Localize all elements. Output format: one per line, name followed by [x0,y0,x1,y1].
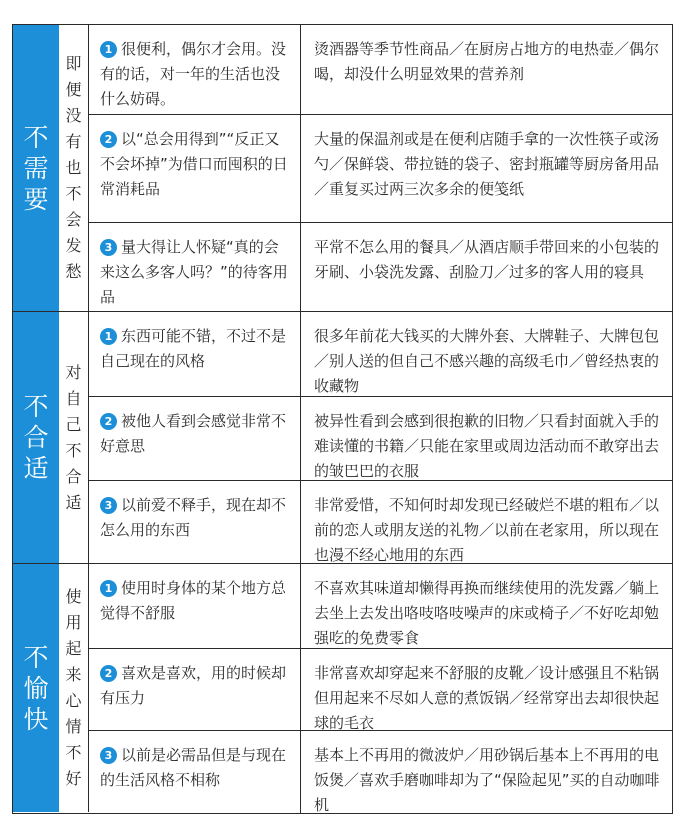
group-unneeded [13,25,672,311]
reason-cell [89,481,301,564]
table-row [89,480,672,564]
reason-text: 被他人看到会感觉非常不好意思 [100,412,287,455]
number-badge: 1 [100,328,117,345]
examples-cell: 平常不怎么用的餐具／从酒店顺手带回来的小包装的牙刷、小袋洗发露、刮脸刀／过多的客人用的寝具 [314,238,660,281]
reason-cell [89,312,301,396]
number-badge: 1 [100,580,117,597]
number-badge: 2 [100,131,117,148]
reason-text: 量大得让人怀疑“真的会来这么多客人吗？”的待客用品 [100,238,288,306]
table-row [89,730,672,813]
reason-cell [89,649,301,730]
table-row [89,114,672,222]
subcategory-cell [59,564,89,812]
table-row [89,396,672,480]
subcategory-cell [59,312,89,563]
reason-text: 以“总会用得到”“反正又不会坏掉”为借口而囤积的日常消耗品 [100,130,288,198]
reason-cell [89,115,301,222]
reason-text: 东西可能不错，不过不是自己现在的风格 [100,327,287,370]
reason-cell [89,397,301,480]
examples-cell: 非常爱惜，不知何时却发现已经破烂不堪的粗布／以前的恋人或朋友送的礼物／以前在老家用，所以现在也漫不经心地用的东西 [314,496,660,564]
table-row [89,564,672,648]
category-label: 不合适 [23,392,49,483]
subcategory-label: 对自己不合适 [65,362,82,512]
examples-cell: 基本上不再用的微波炉／用砂锅后基本上不再用的电饭煲／喜欢手磨咖啡却为了“保险起见”买的自动咖啡机 [314,746,660,814]
category-label: 不需要 [23,122,49,214]
table-row [89,222,672,311]
reason-text: 以前是必需品但是与现在的生活风格不相称 [100,746,287,789]
number-badge: 3 [100,497,117,514]
examples-cell: 非常喜欢却穿起来不舒服的皮靴／设计感强且不粘锅但用起来不尽如人意的煮饭锅／经常穿出去却很快起球的毛衣 [314,664,660,732]
examples-cell: 不喜欢其味道却懒得再换而继续使用的洗发露／躺上去坐上去发出咯吱咯吱噪声的床或椅子／不好吃却勉强吃的免费零食 [314,579,660,647]
number-badge: 2 [100,665,117,682]
group-unpleasant [13,563,672,812]
table-row [89,25,672,114]
category-cell [13,564,59,812]
table-row [89,648,672,730]
number-badge: 3 [100,747,117,764]
reason-text: 使用时身体的某个地方总觉得不舒服 [100,579,287,622]
reason-text: 喜欢是喜欢，用的时候却有压力 [100,664,287,707]
number-badge: 2 [100,413,117,430]
subcategory-label: 即便没有也不会发愁 [65,54,82,281]
examples-cell: 很多年前花大钱买的大牌外套、大牌鞋子、大牌包包／别人送的但自己不感兴趣的高级毛巾／曾经热衷的收藏物 [314,327,660,395]
reason-text: 很便利，偶尔才会用。没有的话，对一年的生活也没什么妨碍。 [100,40,287,108]
subcategory-cell [59,25,89,311]
classification-table [12,24,673,814]
reason-cell [89,223,301,311]
category-cell [13,25,59,311]
table-row [89,312,672,396]
number-badge: 3 [100,239,117,256]
examples-cell: 烫酒器等季节性商品／在厨房占地方的电热壶／偶尔喝，却没什么明显效果的营养剂 [314,40,660,83]
category-cell [13,312,59,563]
reason-cell [89,564,301,648]
examples-cell: 被异性看到会感到很抱歉的旧物／只看封面就入手的难读懂的书籍／只能在家里或周边活动而不敢穿出去的皱巴巴的衣服 [314,412,660,480]
group-unsuitable [13,311,672,563]
reason-text: 以前爱不释手，现在却不怎么用的东西 [100,496,287,539]
subcategory-label: 使用起来心情不好 [65,587,82,788]
category-label: 不愉快 [23,642,49,734]
examples-cell: 大量的保温剂或是在便利店随手拿的一次性筷子或汤勺／保鲜袋、带拉链的袋子、密封瓶罐等厨房备用品／重复买过两三次多余的便笺纸 [314,130,660,198]
number-badge: 1 [100,41,117,58]
reason-cell [89,25,301,114]
reason-cell [89,731,301,813]
